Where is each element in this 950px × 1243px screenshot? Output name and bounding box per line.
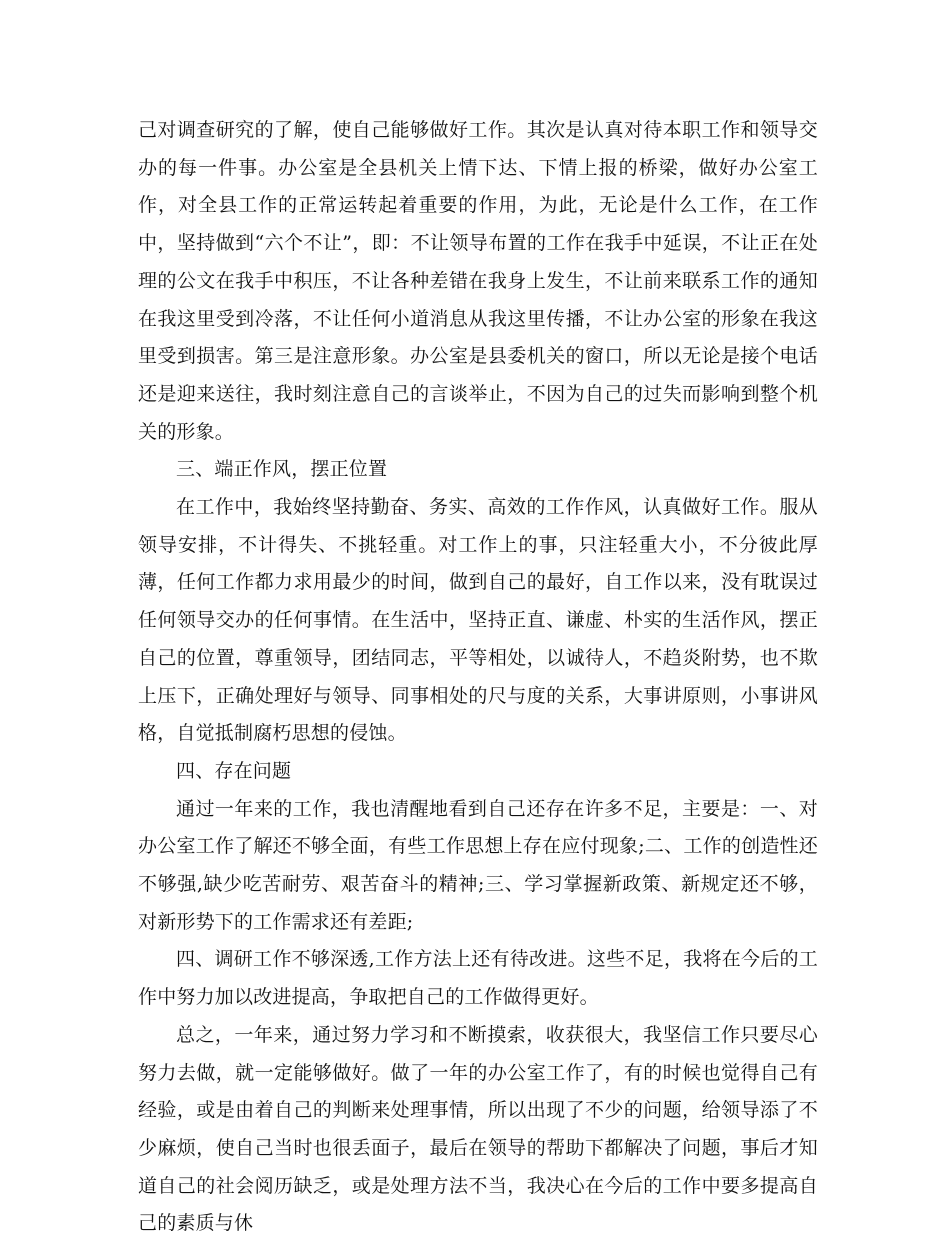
paragraph-summary: 总之，一年来，通过努力学习和不断摸索，收获很大，我坚信工作只要尽心努力去做，就一定能够做好。做了一年的办公室工作了，有的时候也觉得自己有经验，或是由着自己的判断来处理事情，所以出现了不少的问题，给领导添了不少麻烦，使自己当时也很丢面子，最后在领导的帮助下都解决了问题，事后才知道自己的社会阅历缺乏，或是处理方法不当，我决心在今后的工作中要多提高自己的素质与休	[138, 1023, 818, 1235]
paragraph-problems: 通过一年来的工作，我也清醒地看到自己还存在许多不足，主要是：一、对办公室工作了解还不够全面，有些工作思想上存在应付现象;二、工作的创造性还不够强,缺少吃苦耐劳、艰苦奋斗的精神;三、学习掌握新政策、新规定还不够，对新形势下的工作需求还有差距;	[138, 797, 818, 933]
document-body	[138, 112, 818, 1243]
paragraph-research: 四、调研工作不够深透,工作方法上还有待改进。这些不足，我将在今后的工作中努力加以改进提高，争取把自己的工作做得更好。	[138, 948, 818, 1009]
paragraph-duties: 己对调查研究的了解，使自己能够做好工作。其次是认真对待本职工作和领导交办的每一件事。办公室是全县机关上情下达、下情上报的桥梁，做好办公室工作，对全县工作的正常运转起着重要的作用，为此，无论是什么工作，在工作中，坚持做到“六个不让”，即：不让领导布置的工作在我手中延误，不让正在处理的公文在我手中积压，不让各种差错在我身上发生，不让前来联系工作的通知在我这里受到冷落，不让任何小道消息从我这里传播，不让办公室的形象在我这里受到损害。第三是注意形象。办公室是县委机关的窗口，所以无论是接个电话还是迎来送往，我时刻注意自己的言谈举止，不因为自己的过失而影响到整个机关的形象。	[138, 119, 818, 443]
paragraph-work-style: 在工作中，我始终坚持勤奋、务实、高效的工作作风，认真做好工作。服从领导安排，不计得失、不挑轻重。对工作上的事，只注轻重大小，不分彼此厚薄，任何工作都力求用最少的时间，做到自己的最好，自工作以来，没有耽误过任何领导交办的任何事情。在生活中，坚持正直、谦虚、朴实的生活作风，摆正自己的位置，尊重领导，团结同志，平等相处，以诚待人，不趋炎附势，也不欺上压下，正确处理好与领导、同事相处的尺与度的关系，大事讲原则，小事讲风格，自觉抵制腐朽思想的侵蚀。	[138, 496, 818, 745]
section-heading-problems: 四、存在问题	[176, 759, 292, 782]
section-heading-work-style: 三、端正作风，摆正位置	[176, 458, 388, 481]
